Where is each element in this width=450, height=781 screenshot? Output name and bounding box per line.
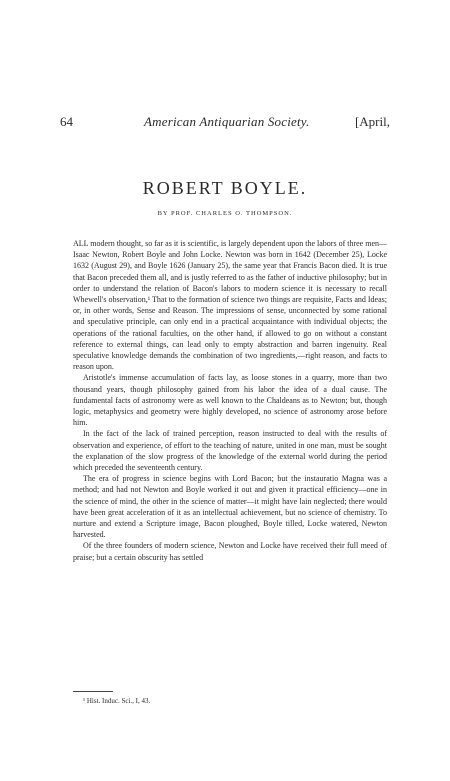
- footnote: ¹ Hist. Induc. Sci., I, 43.: [83, 697, 151, 705]
- article-title: ROBERT BOYLE.: [142, 178, 308, 198]
- paragraph: Of the three founders of modern science, Newton and Locke have received their full meed of praise; but a certain obscurity has settled: [73, 541, 387, 562]
- paragraph: In the fact of the lack of trained perception, reason instructed to deal with the results of observation and experience, of effort to the teaching of nature, united in one man, must be sought the explanation of the slow progress of the knowledge of the external world during the period which preceded the seventeenth century.: [73, 429, 387, 473]
- paragraph: ALL modern thought, so far as it is scientific, is largely dependent upon the labors of three men—Isaac Newton, Robert Boyle and John Locke. Newton was born in 1642 (December 25), Locke 1632 (August 29), and Boyle 1626 (January 25), the same year that Francis Bacon died. It is true that Bacon preceded them all, and is justly referred to as the father of inductive philosophy; but in order to understand the relation of Bacon's labors to modern science it is necessary to recall Whewell's observation,¹ That to the formation of science two things are requisite, Facts and Ideas; or, in other words, Sense and Reason. The impressions of sense, unconnected by some rational and speculative principle, can only end in a practical acquaintance with individual objects; the operations of the rational faculties, on the other hand, if allowed to go on without a constant reference to external things, can lead only to empty abstraction and barren ingenuity. Real speculative knowledge demands the combination of two ingredients,—right reason, and facts to reason upon.: [73, 239, 387, 372]
- footnote-divider: [73, 691, 113, 692]
- article-body: [73, 238, 387, 563]
- paragraph: The era of progress in science begins with Lord Bacon; but the instauratio Magna was a method; and had not Newton and Boyle worked it out and given it practical efficiency—one in the science of mind, the other in the science of matter—it might have lain neglected; there would have been great acceleration of it as an intellectual achievement, but no science of chemistry. To nurture and extend a Scripture image, Bacon ploughed, Boyle tilled, Locke watered, Newton harvested.: [73, 474, 387, 540]
- paragraph: Aristotle's immense accumulation of facts lay, as loose stones in a quarry, more than two thousand years, though philosophy gained from his labor the idea of a dual cause. The fundamental facts of astronomy were as well known to the Chaldeans as to Newton; but, though logic, metaphysics and geometry were highly developed, no science of astronomy arose before him.: [73, 373, 387, 428]
- running-head: [60, 114, 390, 134]
- article-byline: BY PROF. CHARLES O. THOMPSON.: [157, 210, 293, 217]
- page-number: 64: [60, 114, 73, 129]
- issue-month: [April,: [354, 114, 390, 129]
- journal-title: American Antiquarian Society.: [144, 114, 310, 129]
